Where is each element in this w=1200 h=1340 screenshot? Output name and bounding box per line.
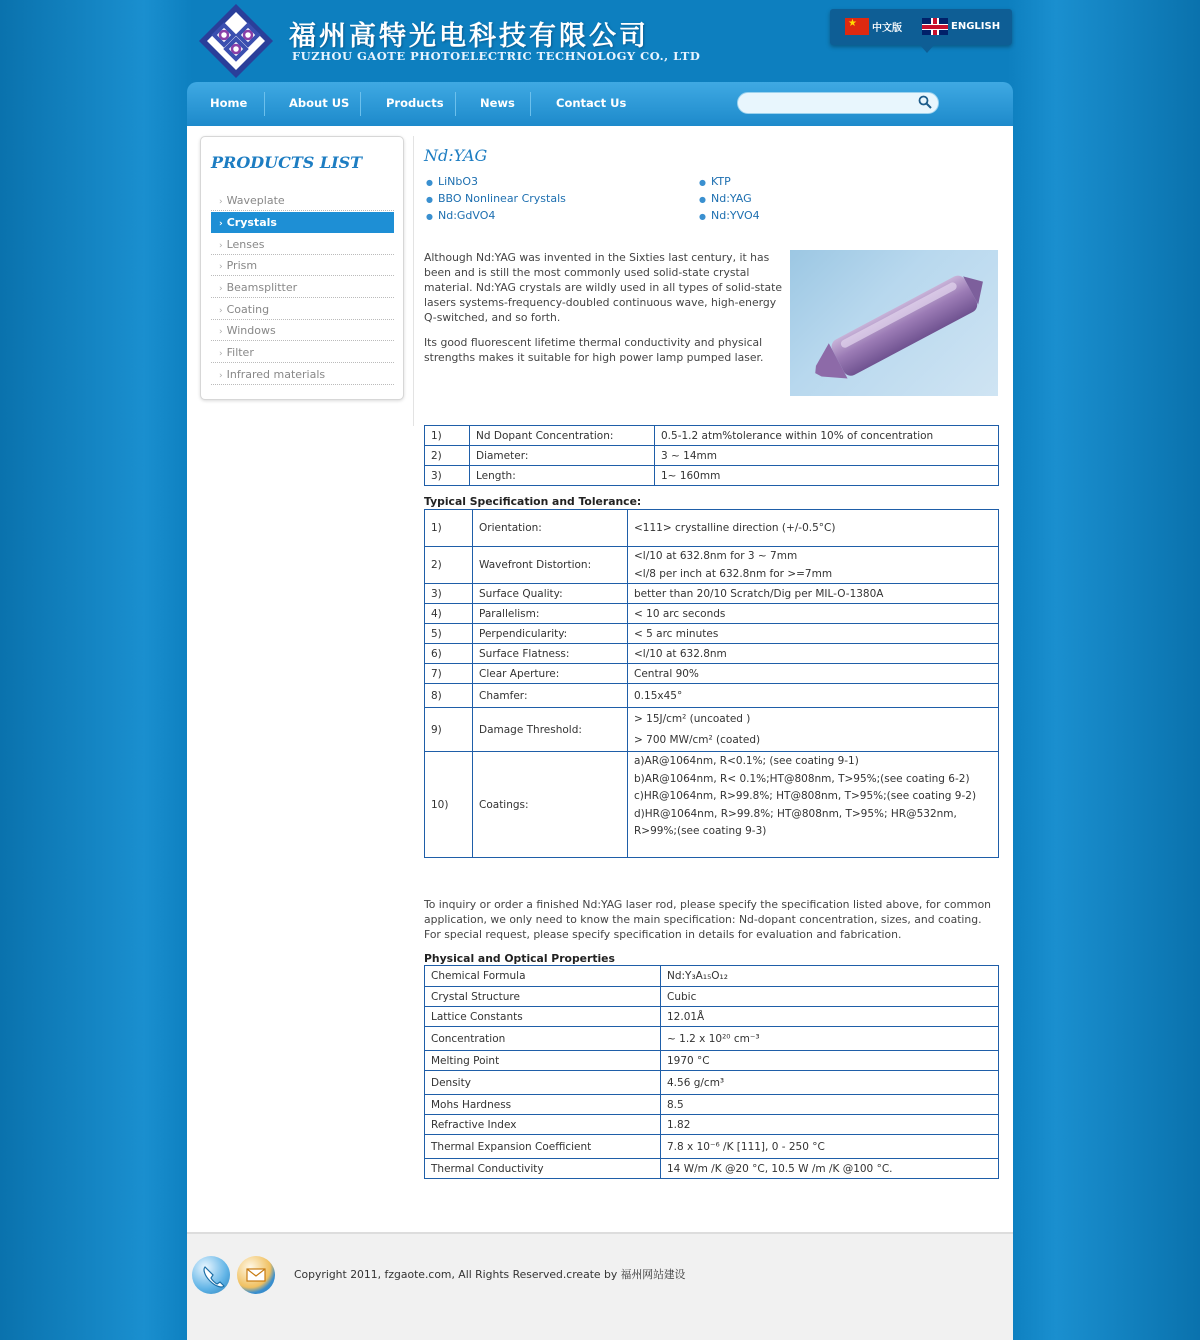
cell-index: 10) (425, 752, 473, 858)
nav-divider (455, 92, 456, 116)
nav-home[interactable]: Home (210, 96, 248, 110)
sidebar-item-label: Beamsplitter (226, 281, 298, 294)
cell-value: <111> crystalline direction (+/-0.5°C) (628, 510, 999, 547)
sidebar-item-label: Waveplate (226, 194, 285, 207)
sidebar-item-filter[interactable] (211, 342, 394, 363)
table-row (425, 664, 999, 684)
product-link-label: Nd:YVO4 (710, 209, 760, 222)
phone-icon[interactable] (192, 1256, 230, 1294)
nav-contact[interactable]: Contact Us (556, 96, 627, 110)
company-name-cn: 福州高特光电科技有限公司 (289, 21, 649, 52)
cell-key: Nd Dopant Concentration: (470, 426, 655, 446)
table-row (425, 466, 999, 486)
value-line: > 15J/cm² (uncoated ) (634, 712, 751, 725)
bullet-icon: ● (699, 212, 706, 221)
sidebar-item-beamsplitter[interactable] (211, 277, 394, 298)
cell-key: Refractive Index (425, 1115, 661, 1135)
cell-key: Perpendicularity: (473, 624, 628, 644)
cell-key: Length: (470, 466, 655, 486)
cell-value: < 5 arc minutes (628, 624, 999, 644)
cell-value: 4.56 g/cm³ (661, 1071, 999, 1095)
search-icon[interactable] (918, 95, 932, 109)
product-link[interactable] (699, 209, 760, 222)
site-footer (187, 1232, 1013, 1340)
product-link-label: LiNbO3 (437, 175, 479, 188)
cell-key: Chemical Formula (425, 966, 661, 987)
cell-value: better than 20/10 Scratch/Dig per MIL-O-1380A (628, 584, 999, 604)
lang-english-label: ENGLISH (951, 21, 1001, 32)
cell-value: 14 W/m /K @20 °C, 10.5 W /m /K @100 °C. (661, 1159, 999, 1179)
cell-value: 7.8 x 10⁻⁶ /K [111], 0 - 250 °C (661, 1135, 999, 1159)
chevron-right-icon: › (219, 284, 223, 294)
company-name-en: FUZHOU GAOTE PHOTOELECTRIC TECHNOLOGY CO., LTD (292, 49, 701, 63)
cell-index: 9) (425, 708, 473, 752)
email-icon[interactable] (237, 1256, 275, 1294)
cell-value (628, 547, 999, 584)
uk-flag-icon (922, 18, 948, 35)
cell-value: Nd:Y₃A₁₅O₁₂ (661, 966, 999, 987)
cell-index: 2) (425, 446, 470, 466)
table-row (425, 1071, 999, 1095)
product-link-label: Nd:GdVO4 (437, 209, 496, 222)
physical-properties-table (424, 965, 999, 1179)
product-intro-2: Its good fluorescent lifetime thermal conductivity and physical strengths makes it suitable for high power lamp pumped laser. (424, 336, 764, 364)
cell-value: <l/10 at 632.8nm (628, 644, 999, 664)
cell-key: Crystal Structure (425, 987, 661, 1007)
value-line: <l/10 at 632.8nm for 3 ~ 7mm (634, 550, 798, 562)
basic-spec-table (424, 425, 999, 486)
cell-index: 4) (425, 604, 473, 624)
lang-english-link[interactable] (922, 18, 1000, 35)
physical-section-title: Physical and Optical Properties (424, 952, 615, 965)
china-flag-icon (845, 18, 869, 35)
sidebar-item-crystals[interactable] (211, 212, 394, 233)
cell-key: Lattice Constants (425, 1007, 661, 1027)
sidebar-item-label: Filter (226, 346, 254, 359)
table-row (425, 1027, 999, 1051)
content-box (187, 126, 1013, 1232)
cell-value: 1970 °C (661, 1051, 999, 1071)
sidebar-title: PRODUCTS LIST (211, 153, 363, 172)
sidebar-item-label: Infrared materials (226, 368, 326, 381)
product-title: Nd:YAG (424, 146, 488, 165)
table-row (425, 426, 999, 446)
chevron-right-icon: › (219, 197, 223, 207)
table-row (425, 624, 999, 644)
bullet-icon: ● (426, 195, 433, 204)
sidebar-item-lenses[interactable] (211, 234, 394, 255)
spec-section-title: Typical Specification and Tolerance: (424, 495, 642, 508)
search-input[interactable] (748, 95, 912, 115)
sidebar-item-label: Crystals (226, 216, 277, 229)
bullet-icon: ● (699, 195, 706, 204)
cell-index: 3) (425, 466, 470, 486)
cell-key: Surface Quality: (473, 584, 628, 604)
product-link[interactable] (699, 192, 752, 205)
cell-value: 1.82 (661, 1115, 999, 1135)
cell-index: 6) (425, 644, 473, 664)
cell-key: Parallelism: (473, 604, 628, 624)
cell-value: Cubic (661, 987, 999, 1007)
chevron-right-icon: › (219, 241, 223, 251)
table-row (425, 752, 999, 858)
table-row (425, 684, 999, 708)
search-box (737, 92, 939, 114)
site-header (187, 0, 1013, 82)
value-line: > 700 MW/cm² (coated) (634, 733, 761, 746)
table-row (425, 1159, 999, 1179)
nav-products[interactable]: Products (386, 96, 444, 110)
cell-key: Wavefront Distortion: (473, 547, 628, 584)
bullet-icon: ● (426, 212, 433, 221)
table-row (425, 708, 999, 752)
bullet-icon: ● (426, 178, 433, 187)
nav-divider (264, 92, 265, 116)
product-intro: Although Nd:YAG was invented in the Sixties last century, it has been and is still the most commonly used solid-state crystal material. Nd:YAG crystals are wildly used in all types of solid-state lasers systems-frequency-doubled continuous wave, high-energy Q-switched, and so forth. (424, 251, 783, 324)
product-link[interactable] (699, 175, 731, 188)
sidebar-item-coating[interactable] (211, 299, 394, 320)
cell-key: Chamfer: (473, 684, 628, 708)
value-line: <l/8 per inch at 632.8nm for >=7mm (634, 568, 833, 580)
sidebar-item-label: Windows (226, 324, 276, 337)
copyright-text: Copyright 2011, fzgaote.com, All Rights Reserved.create by 福州网站建设 (294, 1268, 686, 1281)
cell-key: Diameter: (470, 446, 655, 466)
cell-key: Damage Threshold: (473, 708, 628, 752)
table-row (425, 966, 999, 987)
cell-key: Clear Aperture: (473, 664, 628, 684)
nav-divider (530, 92, 531, 116)
cell-value: 0.15x45° (628, 684, 999, 708)
sidebar-item-label: Prism (226, 259, 258, 272)
value-line: a)AR@1064nm, R<0.1%; (see coating 9-1) (634, 755, 859, 767)
cell-key: Mohs Hardness (425, 1095, 661, 1115)
value-line: b)AR@1064nm, R< 0.1%;HT@808nm, T>95%;(see coating 6-2) (634, 772, 970, 785)
value-line: d)HR@1064nm, R>99.8%; HT@808nm, T>95%; HR@532nm, R>99%;(see coating 9-3) (634, 807, 957, 837)
table-row (425, 987, 999, 1007)
cell-key: Concentration (425, 1027, 661, 1051)
sidebar-item-label: Lenses (226, 238, 265, 251)
table-row (425, 1135, 999, 1159)
cell-value (628, 708, 999, 752)
column-divider (413, 136, 414, 426)
sidebar-item-prism[interactable] (211, 255, 394, 276)
table-row (425, 1095, 999, 1115)
tolerance-table (424, 509, 999, 858)
lang-chinese-label: 中文版 (872, 23, 902, 34)
chevron-right-icon: › (219, 327, 223, 337)
cell-index: 3) (425, 584, 473, 604)
cell-index: 1) (425, 426, 470, 446)
lang-chinese-link[interactable] (845, 18, 902, 35)
cell-value: 12.01Å (661, 1007, 999, 1027)
cell-key: Thermal Conductivity (425, 1159, 661, 1179)
sidebar-item-label: Coating (226, 303, 270, 316)
cell-value: 8.5 (661, 1095, 999, 1115)
cell-key: Melting Point (425, 1051, 661, 1071)
crystal-image (790, 250, 998, 396)
cell-index: 7) (425, 664, 473, 684)
chevron-right-icon: › (219, 262, 223, 272)
cell-index: 5) (425, 624, 473, 644)
cell-value: 3 ~ 14mm (655, 446, 999, 466)
value-line: c)HR@1064nm, R>99.8%; HT@808nm, T>95%;(see coating 9-2) (634, 790, 977, 802)
table-row (425, 1007, 999, 1027)
chevron-right-icon: › (219, 219, 223, 229)
sidebar-item-infrared[interactable] (211, 364, 394, 385)
cell-index: 1) (425, 510, 473, 547)
page-wrapper (187, 0, 1013, 1338)
cell-index: 2) (425, 547, 473, 584)
order-instructions: To inquiry or order a finished Nd:YAG laser rod, please specify the specification listed above, for common application, we only need to know the main specification: Nd-dopant concentration, sizes, and coating. For special request, please specify specification in details for evaluation and fabrication. (424, 898, 992, 941)
chevron-right-icon: › (219, 306, 223, 316)
product-link[interactable] (426, 209, 495, 222)
products-sidebar (200, 136, 404, 400)
cell-key: Density (425, 1071, 661, 1095)
chevron-right-icon: › (219, 349, 223, 359)
sidebar-item-waveplate[interactable] (211, 190, 394, 211)
company-logo[interactable] (197, 2, 275, 80)
cell-value: 1~ 160mm (655, 466, 999, 486)
cell-key: Surface Flatness: (473, 644, 628, 664)
product-link-label: Nd:YAG (710, 192, 752, 205)
product-link[interactable] (426, 192, 566, 205)
cell-key: Thermal Expansion Coefficient (425, 1135, 661, 1159)
table-row (425, 510, 999, 547)
chevron-right-icon: › (219, 371, 223, 381)
product-link-label: BBO Nonlinear Crystals (437, 192, 566, 205)
nav-about[interactable]: About US (289, 96, 350, 110)
table-row (425, 446, 999, 466)
main-nav (187, 82, 1013, 126)
table-row (425, 584, 999, 604)
cell-index: 8) (425, 684, 473, 708)
cell-value (628, 752, 999, 858)
cell-key: Coatings: (473, 752, 628, 858)
nav-divider (360, 92, 361, 116)
product-link-label: KTP (710, 175, 731, 188)
cell-value: < 10 arc seconds (628, 604, 999, 624)
sidebar-item-windows[interactable] (211, 320, 394, 341)
cell-value: ~ 1.2 x 10²⁰ cm⁻³ (661, 1027, 999, 1051)
table-row (425, 1115, 999, 1135)
language-switcher (830, 9, 1012, 45)
table-row (425, 547, 999, 584)
cell-value: Central 90% (628, 664, 999, 684)
bullet-icon: ● (699, 178, 706, 187)
lang-pointer-icon (920, 45, 934, 53)
table-row (425, 604, 999, 624)
cell-key: Orientation: (473, 510, 628, 547)
table-row (425, 644, 999, 664)
cell-value: 0.5-1.2 atm%tolerance within 10% of concentration (655, 426, 999, 446)
product-link[interactable] (426, 175, 478, 188)
nav-news[interactable]: News (480, 96, 515, 110)
table-row (425, 1051, 999, 1071)
